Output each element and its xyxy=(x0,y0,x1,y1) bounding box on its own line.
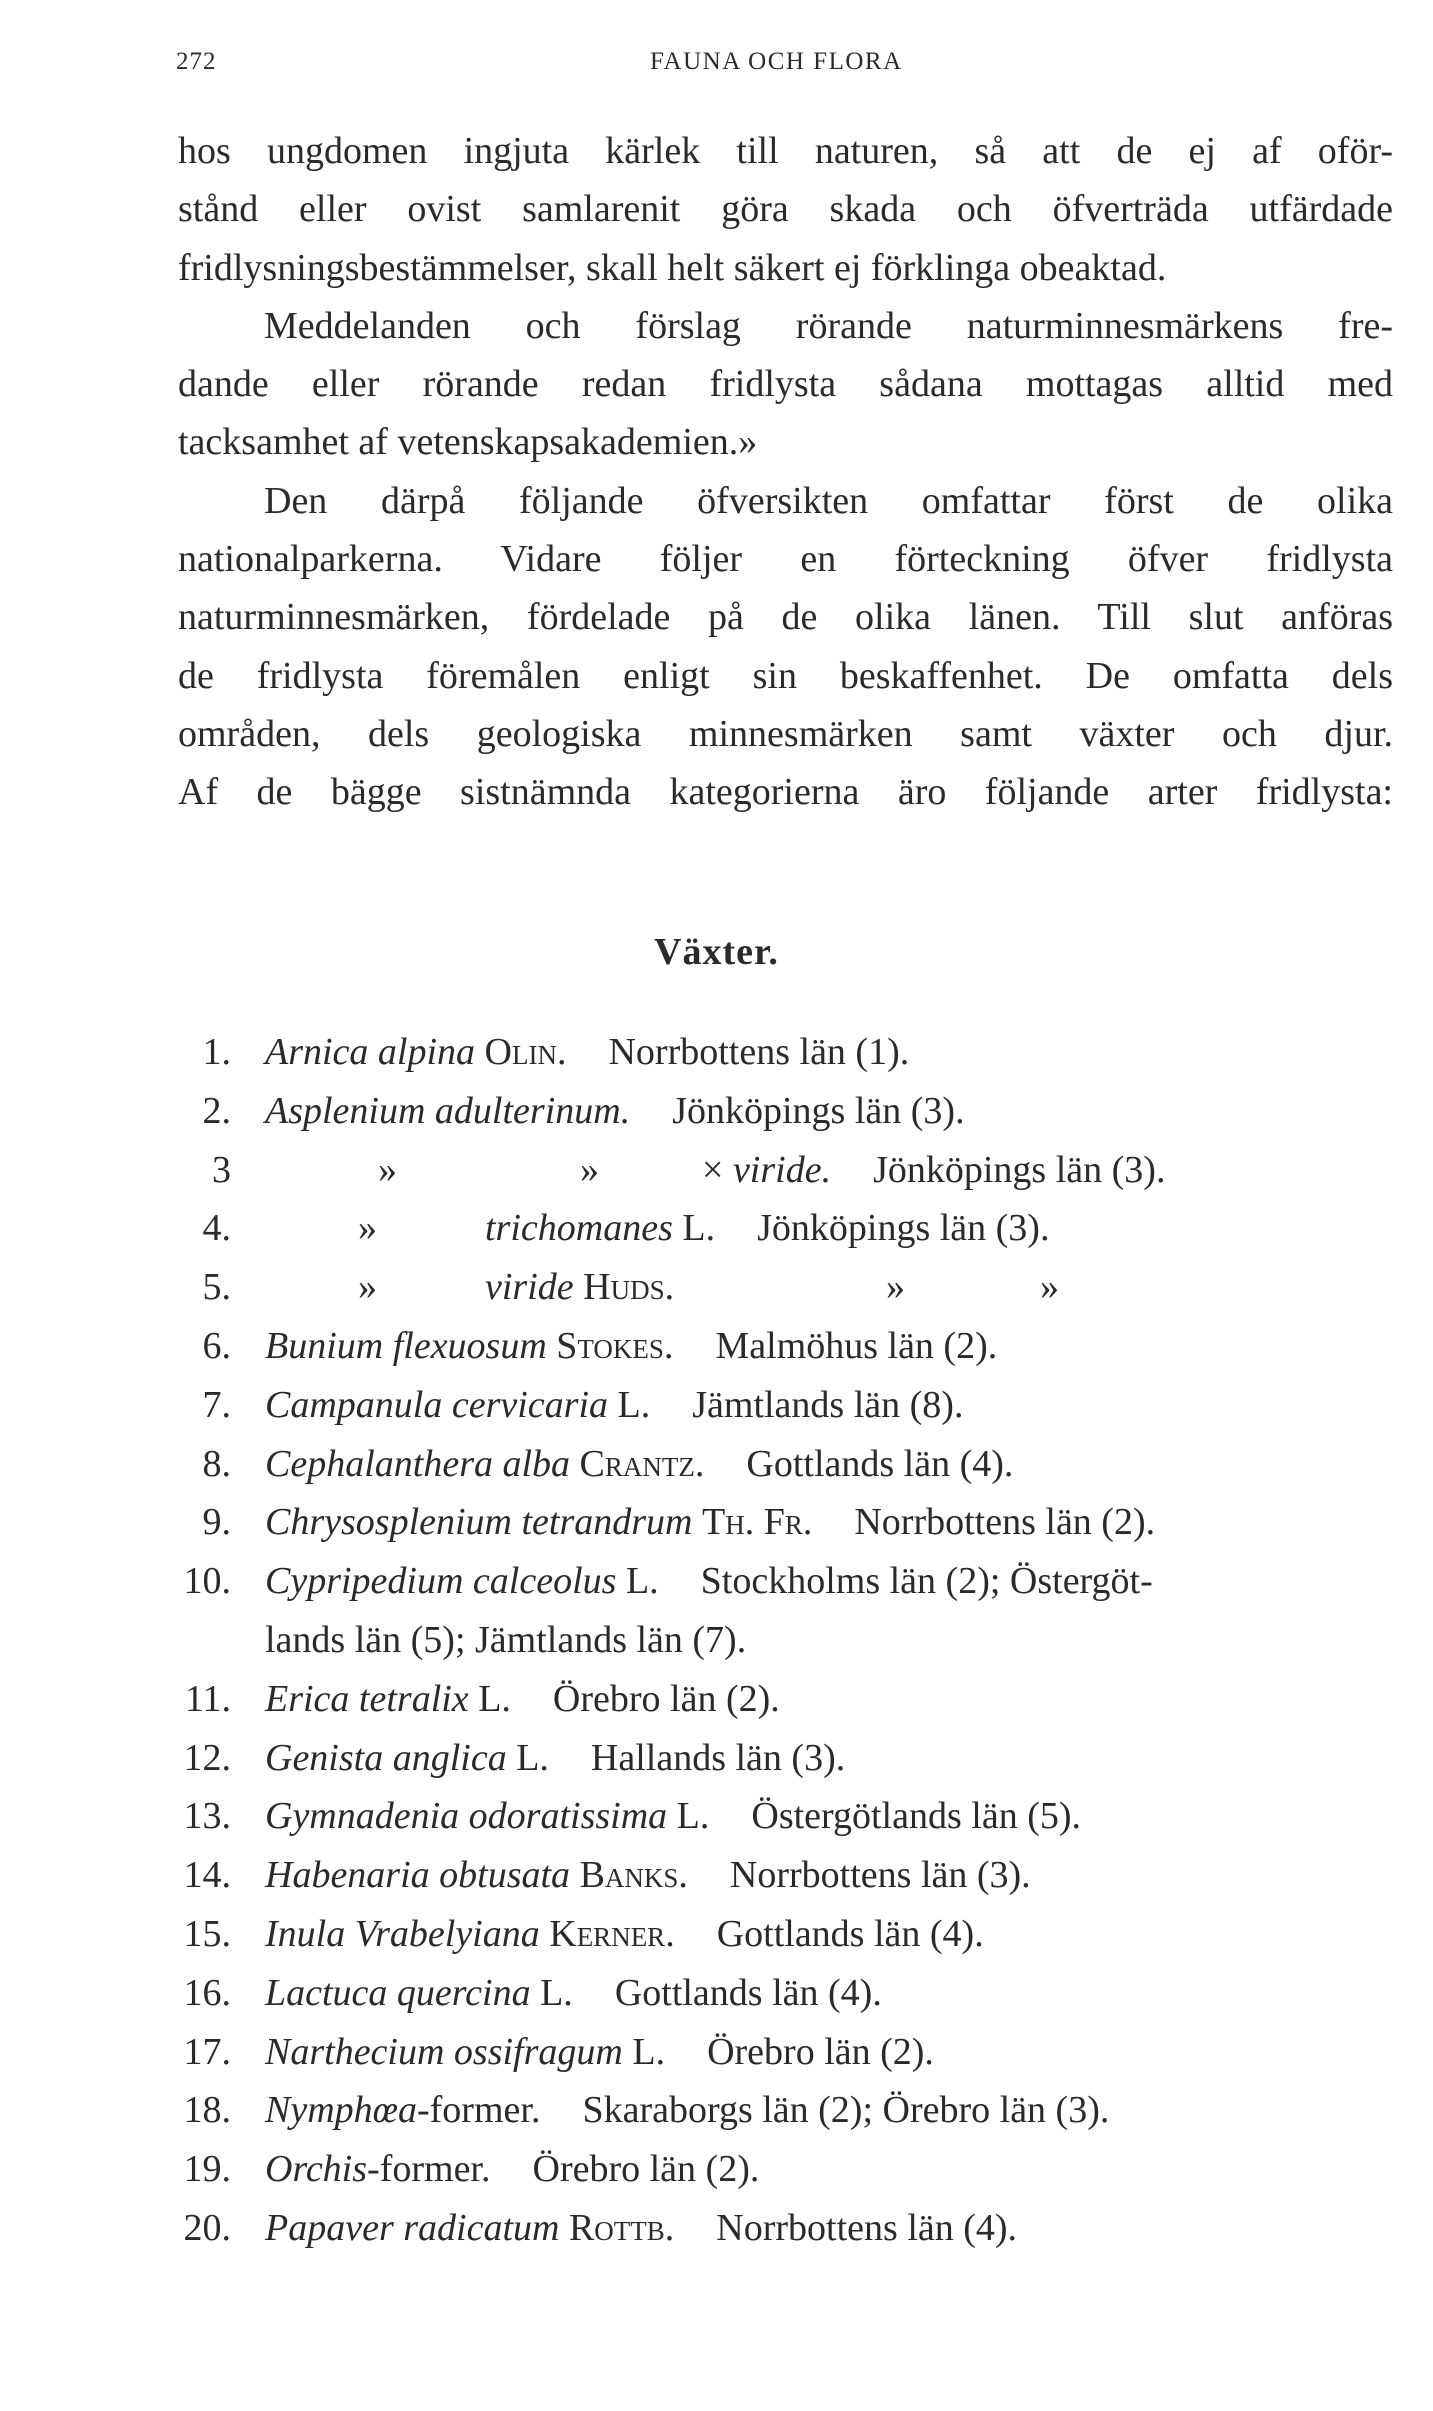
page-header xyxy=(0,48,1433,84)
ditto-mark: » xyxy=(358,1207,377,1250)
body-line: fridlysningsbestämmelser, skall helt säkert ej förklinga obeaktad. xyxy=(178,246,1167,289)
list-item xyxy=(0,1493,1433,1552)
item-number: 16. xyxy=(183,1971,231,2014)
locality: Örebro län (2). xyxy=(552,1677,780,1720)
locality: Jönköpings län (3). xyxy=(873,1148,1166,1191)
body-line: de fridlysta föremålen enligt sin beskaffenhet. De omfatta dels xyxy=(178,654,1393,697)
locality: Gottlands län (4). xyxy=(614,1971,882,2014)
species-name: Campanula cervicaria xyxy=(265,1383,609,1426)
species-name: Narthecium ossifragum xyxy=(265,2030,623,2073)
name-suffix: -former. xyxy=(417,2089,541,2132)
species-name: Arnica alpina xyxy=(265,1031,476,1073)
list-item xyxy=(0,1376,1433,1435)
author: L. xyxy=(676,1795,710,1838)
running-title: FAUNA OCH FLORA xyxy=(650,48,903,75)
list-item xyxy=(0,1141,1433,1200)
ditto-mark: » xyxy=(358,1266,377,1309)
item-number: 12. xyxy=(183,1736,231,1779)
author: Olin. xyxy=(484,1031,567,1073)
ditto-mark: » xyxy=(1040,1266,1059,1309)
species-name: Papaver radicatum xyxy=(265,2206,560,2249)
author: Kerner. xyxy=(549,1912,675,1955)
item-number: 13. xyxy=(183,1795,231,1838)
locality: Örebro län (2). xyxy=(707,2030,934,2073)
author: Rottb. xyxy=(568,2206,675,2249)
list-item xyxy=(0,2199,1433,2258)
author: L. xyxy=(617,1383,651,1426)
body-line: tacksamhet af vetenskapsakademien.» xyxy=(178,421,758,464)
locality: lands län (5); Jämtlands län (7). xyxy=(265,1618,747,1661)
species-name: Chrysosplenium tetrandrum xyxy=(265,1501,693,1544)
author: Stokes. xyxy=(556,1324,674,1367)
list-item xyxy=(0,2081,1433,2140)
item-number: 1. xyxy=(202,1031,231,1073)
author: Th. Fr. xyxy=(702,1501,813,1544)
locality: Hallands län (3). xyxy=(590,1736,846,1779)
section-title: Växter. xyxy=(654,931,779,973)
item-number: 11. xyxy=(184,1677,231,1720)
author: L. xyxy=(478,1677,511,1720)
list-item xyxy=(0,1787,1433,1846)
list-item xyxy=(0,1846,1433,1905)
author: Huds. xyxy=(583,1266,675,1309)
body-line: Meddelanden och förslag rörande naturminnesmärkens fre- xyxy=(264,304,1393,347)
locality: Norrbottens län (4). xyxy=(716,2206,1018,2249)
item-number: 14. xyxy=(183,1854,231,1897)
ditto-mark: » xyxy=(580,1148,599,1191)
locality: Gottlands län (4). xyxy=(716,1912,984,1955)
species-name: Genista anglica xyxy=(265,1736,507,1779)
item-number: 7. xyxy=(202,1383,231,1426)
body-line: Af de bägge sistnämnda kategorierna äro följande arter fridlysta: xyxy=(178,771,1393,814)
body-line: nationalparkerna. Vidare följer en förteckning öfver fridlysta xyxy=(178,538,1393,581)
species-name: viride. xyxy=(732,1148,832,1191)
body-line: naturminnesmärken, fördelade på de olika länen. Till slut anföras xyxy=(178,596,1393,639)
list-item xyxy=(0,1905,1433,1964)
locality: Jönköpings län (3). xyxy=(672,1089,965,1132)
item-number: 9. xyxy=(202,1501,231,1544)
species-name: Asplenium adulterinum. xyxy=(265,1089,631,1132)
body-line: hos ungdomen ingjuta kärlek till naturen, så att de ej af oför- xyxy=(178,130,1393,172)
item-number: 4. xyxy=(202,1207,231,1250)
species-name: Nymphœa xyxy=(265,2089,417,2132)
author: L. xyxy=(625,1560,659,1603)
locality: Norrbottens län (1). xyxy=(608,1031,910,1073)
locality: Stockholms län (2); Östergöt- xyxy=(700,1560,1153,1603)
species-name: Erica tetralix xyxy=(265,1677,469,1720)
item-number: 8. xyxy=(202,1442,231,1485)
locality: Östergötlands län (5). xyxy=(751,1795,1081,1838)
author: L. xyxy=(632,2030,666,2073)
item-number: 19. xyxy=(183,2148,231,2191)
item-number: 6. xyxy=(202,1324,231,1367)
author: L. xyxy=(516,1736,549,1779)
item-number: 18. xyxy=(183,2089,231,2132)
list-item xyxy=(0,1199,1433,1258)
author: Banks. xyxy=(579,1854,688,1897)
locality: Norrbottens län (3). xyxy=(729,1854,1031,1897)
body-line: stånd eller ovist samlarenit göra skada och öfverträda utfärdade xyxy=(178,188,1393,231)
item-number: 2. xyxy=(202,1089,231,1132)
list-item xyxy=(0,1258,1433,1317)
author: Crantz. xyxy=(579,1442,705,1485)
locality: Skaraborgs län (2); Örebro län (3). xyxy=(582,2089,1110,2132)
species-name: Habenaria obtusata xyxy=(265,1854,571,1897)
ditto-mark: » xyxy=(378,1148,397,1191)
locality: Örebro län (2). xyxy=(532,2148,760,2191)
list-item xyxy=(0,1317,1433,1376)
species-name: Lactuca quercina xyxy=(265,1971,531,2014)
list-item-continuation xyxy=(0,1611,1433,1670)
list-item xyxy=(0,1964,1433,2023)
species-name: Bunium flexuosum xyxy=(265,1324,547,1367)
species-name: Inula Vrabelyiana xyxy=(265,1912,540,1955)
species-name: trichomanes xyxy=(485,1207,673,1250)
species-name: Cephalanthera alba xyxy=(265,1442,571,1485)
body-line: områden, dels geologiska minnesmärken samt växter och djur. xyxy=(178,712,1393,755)
locality: Jönköpings län (3). xyxy=(757,1207,1050,1250)
list-item xyxy=(0,1023,1433,1082)
list-item xyxy=(0,2140,1433,2199)
list-item xyxy=(0,1729,1433,1788)
species-name: Cypripedium calceolus xyxy=(265,1560,617,1603)
item-number: 17. xyxy=(183,2030,231,2073)
list-item xyxy=(0,1552,1433,1611)
author: L. xyxy=(682,1207,716,1250)
ditto-mark: » xyxy=(886,1266,905,1309)
locality: Gottlands län (4). xyxy=(746,1442,1014,1485)
page-number: 272 xyxy=(176,48,217,75)
list-item xyxy=(0,1670,1433,1729)
locality: Jämtlands län (8). xyxy=(692,1383,964,1426)
body-line: Den därpå följande öfversikten omfattar först de olika xyxy=(264,479,1393,522)
hybrid-cross: × xyxy=(702,1148,724,1191)
body-line: dande eller rörande redan fridlysta sådana mottagas alltid med xyxy=(178,363,1393,406)
name-suffix: -former. xyxy=(367,2148,491,2191)
locality: Malmöhus län (2). xyxy=(715,1324,998,1367)
species-name: Gymnadenia odoratissima xyxy=(265,1795,668,1838)
item-number: 5. xyxy=(202,1266,231,1309)
species-name: viride xyxy=(485,1266,574,1309)
item-number: 20. xyxy=(183,2206,231,2249)
plant-list xyxy=(0,1023,1433,2258)
item-number: 15. xyxy=(183,1912,231,1955)
locality: Norrbottens län (2). xyxy=(854,1501,1156,1544)
list-item xyxy=(0,1082,1433,1141)
list-item xyxy=(0,1435,1433,1494)
species-name: Orchis xyxy=(265,2148,368,2191)
body-paragraphs xyxy=(178,122,1393,822)
list-item xyxy=(0,2023,1433,2082)
item-number: 3 xyxy=(212,1148,231,1191)
author: L. xyxy=(540,1971,573,2014)
item-number: 10. xyxy=(183,1560,231,1603)
